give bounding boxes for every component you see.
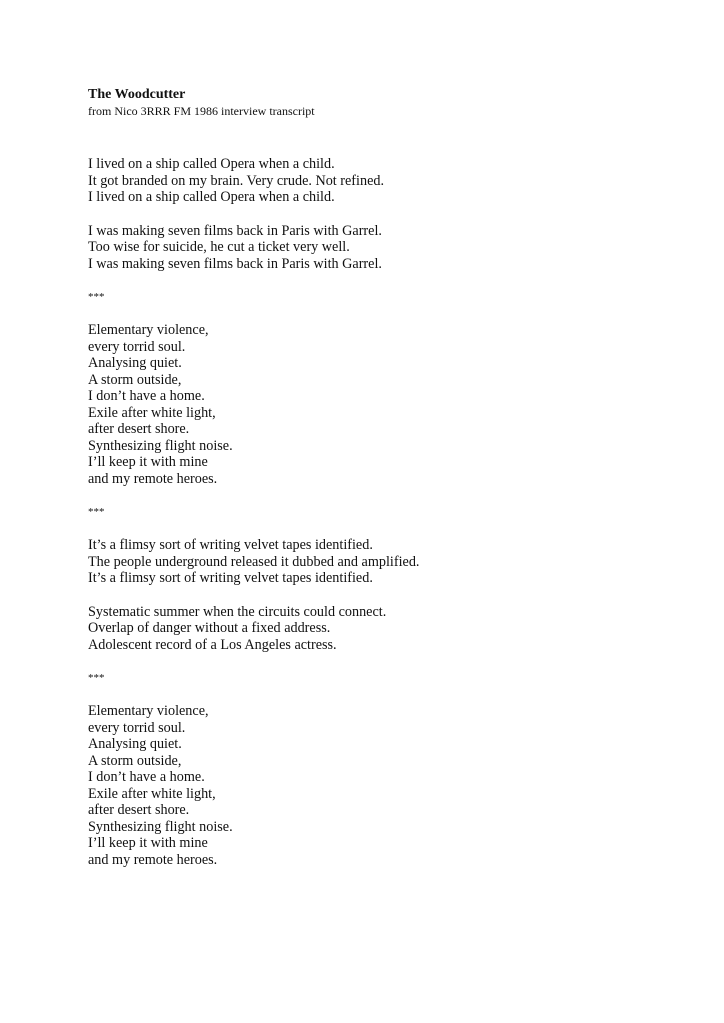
document-page <box>88 86 688 885</box>
poem-line: A storm outside, <box>88 752 182 769</box>
poem-line: It’s a flimsy sort of writing velvet tapes identified. <box>88 570 373 586</box>
stanza <box>88 703 688 868</box>
poem-line: Elementary violence, <box>88 703 209 719</box>
poem-line: Systematic summer when the circuits could connect. <box>88 603 387 620</box>
poem-line: every torrid soul. <box>88 338 186 355</box>
poem-line: I was making seven films back in Paris with Garrel. <box>88 255 382 272</box>
section-separator: *** <box>88 291 105 303</box>
poem-line: Exile after white light, <box>88 404 216 421</box>
poem-line: Analysing quiet. <box>88 355 182 371</box>
poem-line: after desert shore. <box>88 802 190 818</box>
document-subtitle: from Nico 3RRR FM 1986 interview transcript <box>88 104 315 118</box>
stanza <box>88 537 688 587</box>
poem-line: It got branded on my brain. Very crude. Not refined. <box>88 172 385 189</box>
poem-line: Overlap of danger without a fixed address. <box>88 620 331 636</box>
stanza <box>88 604 688 654</box>
poem-line: I lived on a ship called Opera when a child. <box>88 156 335 172</box>
poem-line: and my remote heroes. <box>88 470 218 487</box>
poem-line: A storm outside, <box>88 371 182 388</box>
poem-line: I was making seven films back in Paris with Garrel. <box>88 222 382 239</box>
poem-line: I lived on a ship called Opera when a child. <box>88 189 335 205</box>
poem-line: Analysing quiet. <box>88 736 182 752</box>
section-separator: *** <box>88 672 105 684</box>
poem-line: Exile after white light, <box>88 785 216 802</box>
poem-line: It’s a flimsy sort of writing velvet tapes identified. <box>88 537 373 553</box>
poem-line: Too wise for suicide, he cut a ticket very well. <box>88 239 350 255</box>
stanza <box>88 156 688 206</box>
poem-line: Adolescent record of a Los Angeles actress. <box>88 636 337 653</box>
poem-line: Elementary violence, <box>88 322 209 338</box>
poem-line: every torrid soul. <box>88 719 186 736</box>
poem-line: Synthesizing flight noise. <box>88 818 233 835</box>
poem-line: I don’t have a home. <box>88 769 205 785</box>
stanza <box>88 223 688 273</box>
stanza <box>88 322 688 487</box>
poem-line: after desert shore. <box>88 421 190 437</box>
poem-line: I don’t have a home. <box>88 388 205 404</box>
document-title: The Woodcutter <box>88 87 186 102</box>
poem-line: and my remote heroes. <box>88 851 218 868</box>
poem-line: The people underground released it dubbed and amplified. <box>88 553 420 570</box>
poem-body <box>88 156 688 868</box>
poem-line: I’ll keep it with mine <box>88 835 208 851</box>
section-separator: *** <box>88 506 105 518</box>
poem-line: I’ll keep it with mine <box>88 454 208 470</box>
poem-line: Synthesizing flight noise. <box>88 437 233 454</box>
